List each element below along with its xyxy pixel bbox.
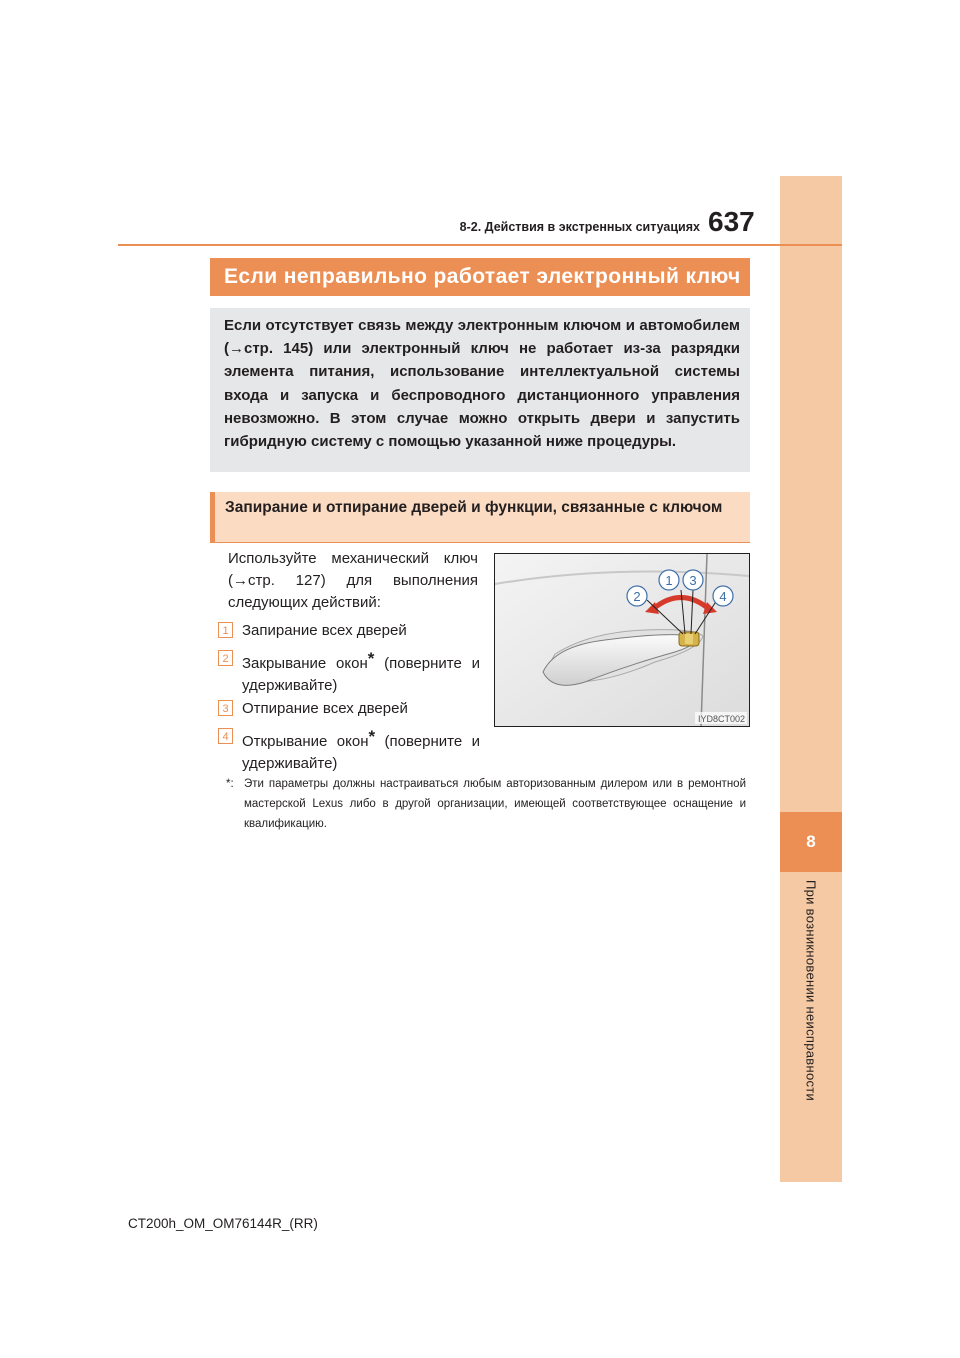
item-number-badge: 2 [218,650,233,666]
callout-3-label: 3 [689,573,697,588]
asterisk-mark: * [368,727,376,746]
item-number-badge: 3 [218,700,233,716]
section-heading: 8-2. Действия в экстренных ситуациях [459,220,700,234]
chapter-number: 8 [780,812,842,872]
intro-paragraph: Если отсутствует связь между электронным ключом и автомобилем (→стр. 145) или электронный ключ не работает из-за разрядки элемента питания, использование интеллектуальной системы входа и запуска и беспроводного дистанционного управления невозможно. В этом случае можно открыть двери и запустить гибридную систему с помощью указанной ниже процедуры. [210,308,750,472]
page-number: 637 [708,206,755,237]
callout-4-label: 4 [719,589,727,604]
lead-paragraph: Используйте механический ключ (→стр. 127) для выполнения следующих действий: [228,550,478,611]
asterisk-mark: * [367,649,375,668]
door-handle-illustration [495,554,749,726]
footnote-mark: *: [226,778,234,790]
header-divider [118,244,842,246]
door-handle-figure [494,553,750,727]
document-code: CT200h_OM_OM76144R_(RR) [128,1216,318,1231]
footnote-text: Эти параметры должны настраиваться любым авторизованным дилером или в ремонтной мастерской Lexus либо в другой организации, имеющей соответствующее оснащение и квалификацию. [244,778,746,830]
list-item [218,698,480,720]
list-item [218,726,480,775]
callout-1-label: 1 [665,573,673,588]
item-text-tail: (поверните и удерживайте) [242,655,480,694]
footnote [226,774,746,834]
list-item [218,648,480,697]
item-text: Закрывание окон [242,655,368,672]
list-item [218,620,480,642]
callout-4 [713,586,733,606]
item-text: Запирание всех дверей [242,622,407,639]
subsection-divider [210,542,750,543]
callout-3 [683,570,703,590]
item-text: Отпирание всех дверей [242,700,408,717]
key-blade-icon [685,634,693,644]
figure-code: IYD8CT002 [697,714,745,724]
callout-1 [659,570,679,590]
callout-2 [627,586,647,606]
item-number-badge: 4 [218,728,233,744]
page-title: Если неправильно работает электронный ключ [210,258,750,296]
item-text: Открывание окон [242,733,369,750]
item-number-badge: 1 [218,622,233,638]
callout-2-label: 2 [633,589,641,604]
item-text-tail: (поверните и удерживайте) [242,733,480,772]
subsection-title: Запирание и отпирание дверей и функции, связанные с ключом [210,492,750,543]
chapter-label: При возникновении неисправности [803,880,819,1102]
